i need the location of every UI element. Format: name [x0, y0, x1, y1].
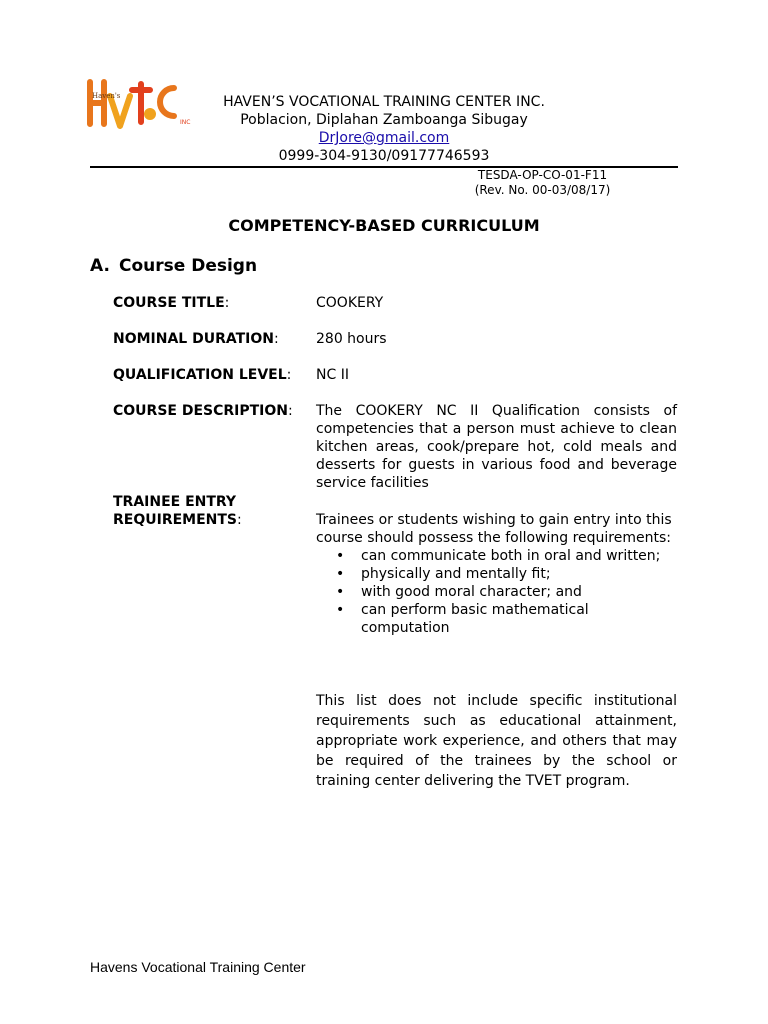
nominal-duration-label: NOMINAL DURATION: [113, 331, 279, 347]
org-name: HAVEN’S VOCATIONAL TRAINING CENTER INC. [223, 94, 545, 110]
page-footer: Havens Vocational Training Center [90, 959, 306, 975]
trainee-entry-label: TRAINEE ENTRY REQUIREMENTS: [113, 494, 242, 528]
course-title-label: COURSE TITLE: [113, 295, 230, 311]
course-description-value: The COOKERY NC II Qualification consists of competencies that a person must achieve to clean kitchen areas, cook/prepare hot, cold meals and desserts for guests in various food and beverage service facilities [316, 403, 677, 491]
svg-text:INC: INC [180, 119, 191, 126]
trainee-entry-intro: Trainees or students wishing to gain entry into this course should possess the following requirements: [316, 512, 672, 546]
list-item: • physically and mentally fit; [336, 566, 551, 582]
course-description-label: COURSE DESCRIPTION: [113, 403, 293, 419]
document-code: TESDA-OP-CO-01-F11 [477, 168, 608, 182]
institutional-requirements-note: This list does not include specific institutional requirements such as educational attainment, appropriate work experience, and others that may be required of the trainees by the school or training center delivering the TVET program. [316, 693, 677, 789]
course-title-value: COOKERY [316, 295, 384, 311]
org-address: Poblacion, Diplahan Zamboanga Sibugay [240, 112, 528, 128]
list-item: • with good moral character; and [336, 584, 582, 600]
svg-text:Haven's: Haven's [92, 92, 121, 100]
bullet-icon: • [336, 548, 345, 564]
qualification-level-label: QUALIFICATION LEVEL: [113, 367, 292, 383]
bullet-icon: • [336, 602, 345, 618]
requirements-list [316, 547, 677, 637]
list-item: • can perform basic mathematical computation [336, 602, 589, 636]
section-heading [90, 256, 257, 276]
list-item: • can communicate both in oral and written; [336, 548, 661, 564]
section-title: Course Design [119, 256, 258, 276]
page-title: COMPETENCY-BASED CURRICULUM [228, 216, 540, 235]
bullet-icon: • [336, 566, 345, 582]
qualification-level-value: NC II [316, 367, 349, 383]
org-phone: 0999-304-9130/09177746593 [278, 148, 490, 164]
bullet-icon: • [336, 584, 345, 600]
nominal-duration-value: 280 hours [316, 331, 387, 347]
section-letter: A. [90, 256, 110, 276]
revision-number: (Rev. No. 00-03/08/17) [474, 183, 611, 197]
trainee-entry-value [316, 511, 677, 637]
hvtc-logo [86, 74, 192, 136]
org-email-link[interactable]: DrJore@gmail.com [318, 130, 450, 146]
